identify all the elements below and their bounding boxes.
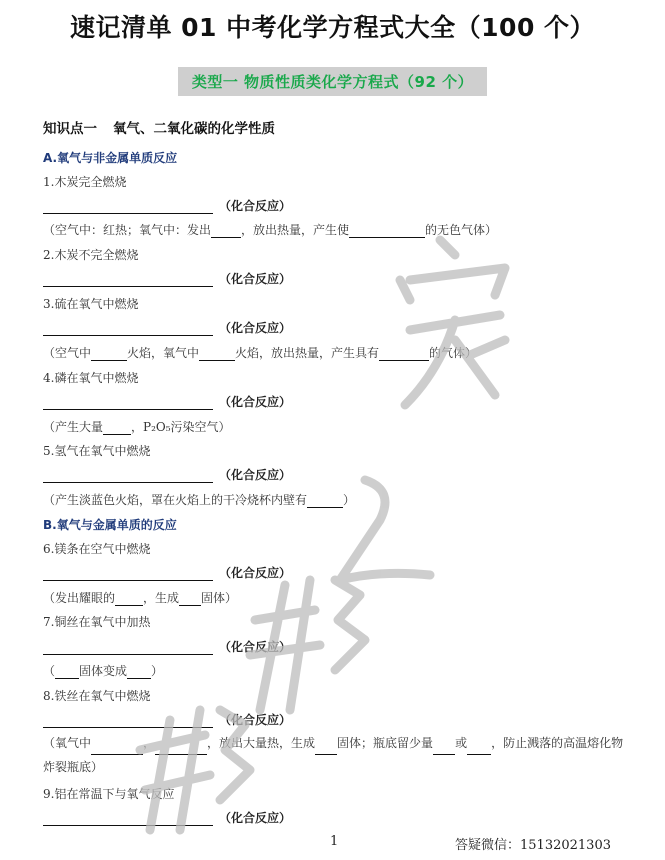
answer-row-5 (43, 466, 291, 483)
question-1: 1.木炭完全燃烧 (43, 175, 127, 189)
fill-blank[interactable] (155, 742, 207, 755)
answer-blank[interactable] (43, 273, 213, 287)
fill-blank[interactable] (103, 422, 131, 435)
reaction-type: （化合反应） (219, 395, 292, 409)
contact-info: 答疑微信：15132021303 (455, 838, 611, 853)
fill-blank[interactable] (127, 666, 151, 679)
page-number: 1 (330, 834, 339, 849)
fill-blank[interactable] (211, 225, 241, 238)
fill-blank[interactable] (199, 348, 235, 361)
group-heading-a: A.氧气与非金属单质反应 (43, 151, 178, 165)
question-5: 5.氢气在氧气中燃烧 (43, 444, 151, 458)
knowledge-point-text: 氧气、二氧化碳的化学性质 (113, 121, 275, 137)
note-7: （ 固体变成 ） (43, 664, 164, 678)
question-2: 2.木炭不完全燃烧 (43, 248, 139, 262)
knowledge-point-heading (43, 117, 275, 137)
answer-row-2 (43, 270, 291, 287)
reaction-type: （化合反应） (219, 640, 292, 654)
answer-blank[interactable] (43, 567, 213, 581)
question-7: 7.铜丝在氧气中加热 (43, 615, 151, 629)
fill-blank[interactable] (179, 593, 201, 606)
answer-blank[interactable] (43, 812, 213, 826)
question-4: 4.磷在氧气中燃烧 (43, 371, 139, 385)
answer-row-4 (43, 393, 291, 410)
knowledge-point-label: 知识点一 (43, 121, 97, 137)
question-3: 3.硫在氧气中燃烧 (43, 297, 139, 311)
note-4: （产生大量 ，P₂O₅污染空气） (43, 420, 231, 434)
answer-row-3 (43, 319, 291, 336)
fill-blank[interactable] (379, 348, 429, 361)
question-6: 6.镁条在空气中燃烧 (43, 542, 151, 556)
reaction-type: （化合反应） (219, 713, 292, 727)
answer-row-6 (43, 564, 291, 581)
reaction-type: （化合反应） (219, 272, 292, 286)
note-8: （氧气中 ， ，放出大量热，生成 固体；瓶底留少量 或 ，防止溅落的高温熔化物炸裂瓶底） (43, 736, 624, 774)
fill-blank[interactable] (55, 666, 79, 679)
note-5: （产生淡蓝色火焰，罩在火焰上的干冷烧杯内壁有 ） (43, 493, 356, 507)
reaction-type: （化合反应） (219, 199, 292, 213)
answer-blank[interactable] (43, 469, 213, 483)
fill-blank[interactable] (91, 742, 143, 755)
note-3: （空气中 火焰，氧气中 火焰，放出热量，产生具有 的气体） (43, 346, 478, 360)
fill-blank[interactable] (433, 742, 455, 755)
answer-blank[interactable] (43, 396, 213, 410)
fill-blank[interactable] (91, 348, 127, 361)
note-6: （发出耀眼的 ，生成 固体） (43, 591, 238, 605)
fill-blank[interactable] (115, 593, 143, 606)
answer-blank[interactable] (43, 322, 213, 336)
reaction-type: （化合反应） (219, 566, 292, 580)
reaction-type: （化合反应） (219, 811, 292, 825)
answer-blank[interactable] (43, 641, 213, 655)
reaction-type: （化合反应） (219, 468, 292, 482)
answer-blank[interactable] (43, 714, 213, 728)
fill-blank[interactable] (315, 742, 337, 755)
question-9: 9.铝在常温下与氧气反应 (43, 787, 175, 801)
section-heading: 类型一 物质性质类化学方程式（92 个） (178, 67, 487, 96)
page-title: 速记清单 01 中考化学方程式大全（100 个） (69, 13, 596, 42)
fill-blank[interactable] (467, 742, 491, 755)
answer-row-1 (43, 197, 291, 214)
question-8: 8.铁丝在氧气中燃烧 (43, 689, 151, 703)
answer-blank[interactable] (43, 200, 213, 214)
answer-row-7 (43, 638, 291, 655)
reaction-type: （化合反应） (219, 321, 292, 335)
fill-blank[interactable] (349, 225, 425, 238)
group-heading-b: B.氧气与金属单质的反应 (43, 518, 177, 532)
answer-row-9 (43, 809, 291, 826)
note-1: （空气中：红热；氧气中：发出 ，放出热量，产生使 的无色气体） (43, 223, 498, 237)
fill-blank[interactable] (307, 495, 343, 508)
answer-row-8 (43, 711, 291, 728)
